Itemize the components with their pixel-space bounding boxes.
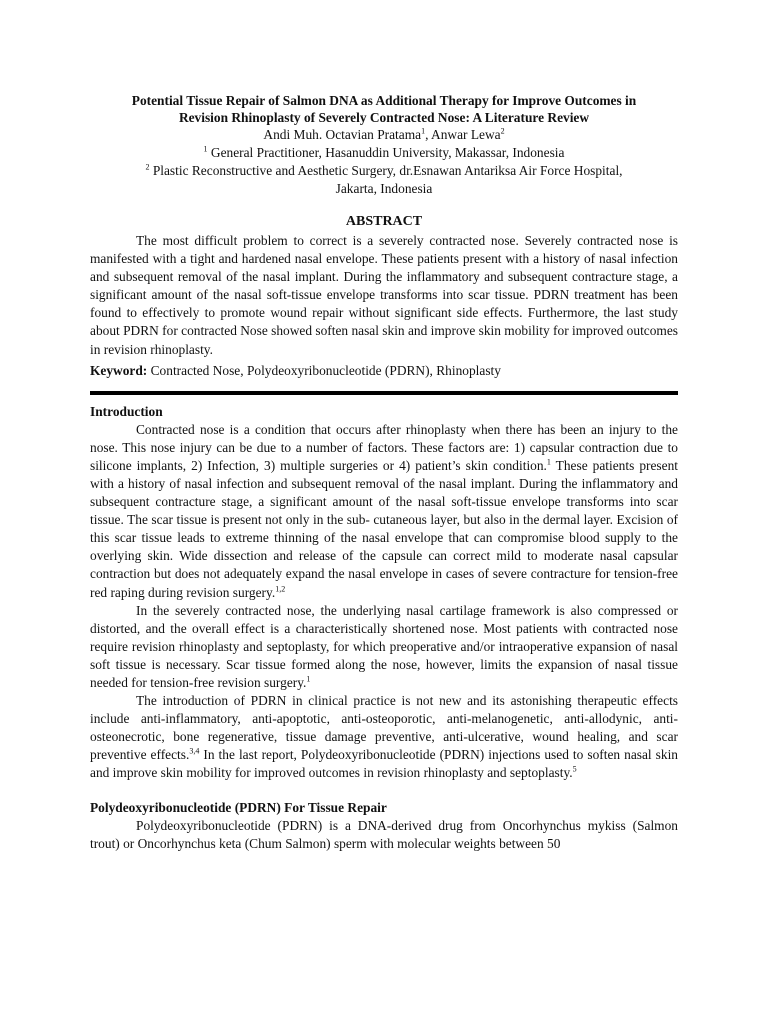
intro-p1-text-b: These patients present with a history of nasal infection and subsequent removal of the nasal implant. During the inflammatory and subsequent contracture stage, a significant amount of the nasal soft-tissue envelope transforms into scar tissue. The scar tissue is present not only in the sub- cutaneous layer, but also in the dermal layer. Excision of this scar tissue leads to extreme thinning of the nasal envelope that can compromise blood supply to the overlying skin. Wide dissection and release of the capsule can correct mild to moderate nasal capsular contraction but does not adequately expand the nasal envelope in cases of severe contracture for tension-free red raping during revision surgery.	[90, 457, 678, 600]
affiliation-1-text: General Practitioner, Hasanuddin University, Makassar, Indonesia	[207, 145, 565, 160]
introduction-paragraph-3	[90, 692, 678, 782]
intro-p2-text: In the severely contracted nose, the underlying nasal cartilage framework is also compressed or distorted, and the overall effect is a characteristically shortened nose. Most patients with contracted nose require revision rhinoplasty and septoplasty, for which preoperative and/or intraoperative expansion of nasal soft tissue is necessary. Scar tissue formed along the nose, however, limits the expansion of nasal tissue needed for tension-free revision surgery.	[90, 602, 678, 690]
affiliation-1	[90, 144, 678, 162]
intro-p1-text-a: Contracted nose is a condition that occurs after rhinoplasty when there has been an injury to the nose. This nose injury can be due to a number of factors. These factors are: 1) capsular contraction due to silicone implants, 2) Infection, 3) multiple surgeries or 4) patient’s skin condition.	[90, 421, 678, 473]
intro-p3-text-a: The introduction of PDRN in clinical practice is not new and its astonishing therapeutic effects include anti-inflammatory, anti-apoptotic, anti-osteoporotic, anti-melanogenetic, anti-allodynic, anti-osteonecrotic, bone regenerative, tissue damage preventive, anti-ulcerative, wound healing, and scar preventive effects.	[90, 693, 678, 763]
pdrn-paragraph-1: Polydeoxyribonucleotide (PDRN) is a DNA-derived drug from Oncorhynchus mykiss (Salmon trout) or Oncorhynchus keta (Chum Salmon) sperm with molecular weights between 50	[90, 817, 678, 851]
abstract-text: The most difficult problem to correct is a severely contracted nose. Severely contracted nose is manifested with a tight and hardened nasal envelope. These patients present with a history of nasal infection and subsequent removal of the nasal implant. During the inflammatory and subsequent contracture stage, a significant amount of the nasal soft-tissue envelope transforms into scar tissue. PDRN treatment has been found to effectively to promote wound repair without significant side effects. Furthermore, the last study about PDRN for contracted Nose showed soften nasal skin and improve skin mobility for improved outcomes in revision rhinoplasty.	[90, 233, 678, 357]
keywords	[90, 362, 678, 380]
author-2: , Anwar Lewa	[425, 127, 501, 142]
introduction-heading: Introduction	[90, 403, 163, 419]
paper-title	[90, 92, 678, 126]
title-line-1: Potential Tissue Repair of Salmon DNA as Additional Therapy for Improve Outcomes in	[131, 93, 637, 108]
citation-mark: 5	[572, 764, 577, 774]
citation-mark: 3,4	[189, 746, 200, 756]
section-divider	[90, 391, 678, 395]
affiliation-2-mark: 2	[145, 162, 150, 172]
author-line	[90, 126, 678, 144]
affiliation-1-mark: 1	[203, 144, 208, 154]
affiliation-2-line-2: Jakarta, Indonesia	[335, 181, 433, 196]
title-line-2: Revision Rhinoplasty of Severely Contracted Nose: A Literature Review	[178, 110, 590, 125]
author-2-affil-mark: 2	[500, 126, 505, 136]
citation-mark: 1	[546, 457, 551, 467]
introduction-paragraph-2	[90, 602, 678, 692]
abstract-heading: ABSTRACT	[345, 214, 423, 229]
keyword-label: Keyword:	[90, 362, 148, 378]
introduction-paragraph-1	[90, 421, 678, 602]
intro-p3-text-b: In the last report, Polydeoxyribonucleotide (PDRN) injections used to soften nasal skin and improve skin mobility for improved outcomes in revision rhinoplasty and septoplasty.	[90, 747, 679, 781]
author-1-affil-mark: 1	[421, 126, 426, 136]
pdrn-section-heading: Polydeoxyribonucleotide (PDRN) For Tissue Repair	[90, 799, 387, 815]
author-1: Andi Muh. Octavian Pratama	[263, 127, 422, 142]
citation-mark: 1	[306, 674, 311, 684]
document-page	[90, 92, 678, 853]
affiliation-2	[90, 162, 678, 180]
keyword-list: Contracted Nose, Polydeoxyribonucleotide (PDRN), Rhinoplasty	[147, 362, 501, 378]
affiliation-2-text-line-1: Plastic Reconstructive and Aesthetic Surgery, dr.Esnawan Antariksa Air Force Hospital,	[149, 163, 623, 178]
citation-mark: 1,2	[275, 584, 286, 594]
